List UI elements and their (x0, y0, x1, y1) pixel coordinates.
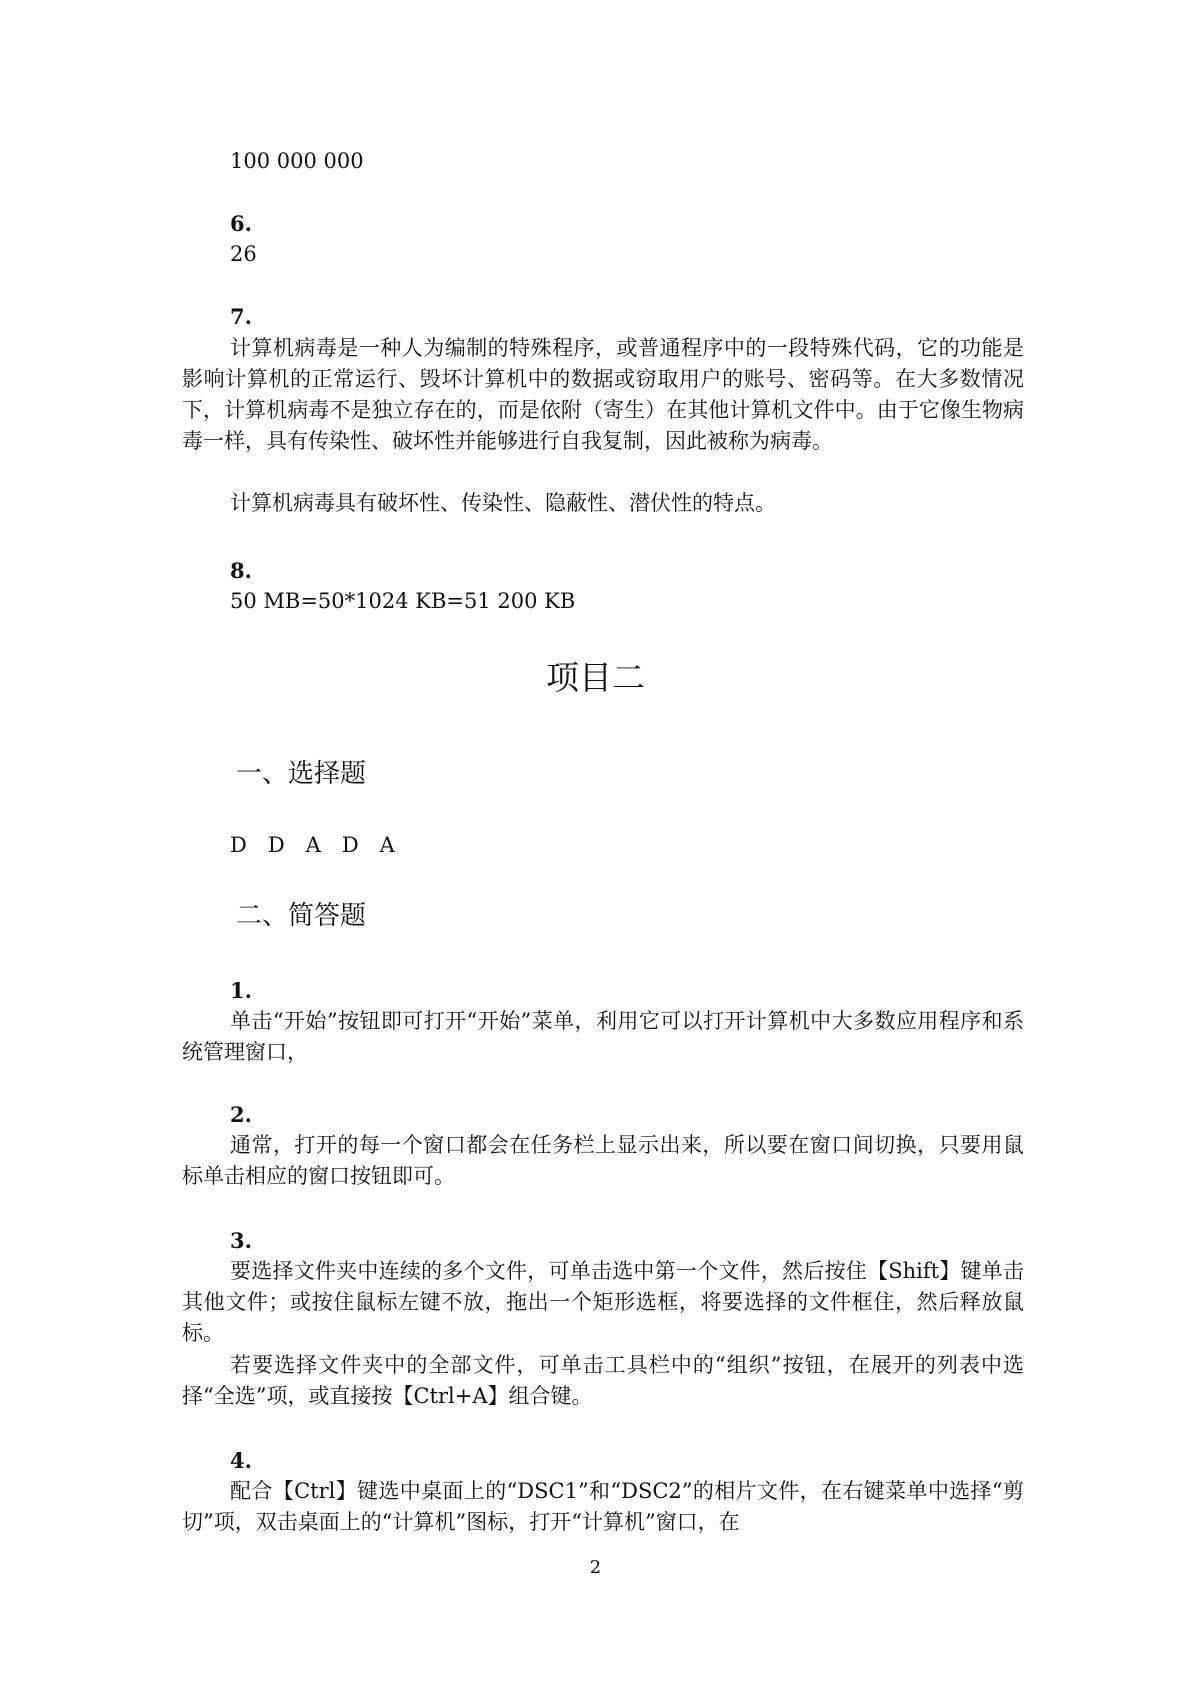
question-number-6: 6. (230, 211, 252, 236)
answer-q2-paragraph: 通常，打开的每一个窗口都会在任务栏上显示出来，所以要在窗口间切换，只要用鼠标单击相应的窗口按钮即可。 (182, 1133, 1024, 1188)
answer-q5-continued: 100 000 000 (230, 149, 364, 173)
page-number: 2 (589, 1557, 602, 1578)
choice-answers: D D A D A (230, 833, 395, 857)
answer-q6: 26 (230, 242, 257, 266)
section-heading-choice: 一、选择题 (236, 759, 367, 789)
section-heading-short-answer: 二、简答题 (236, 901, 367, 931)
project-title: 项目二 (546, 658, 645, 697)
question-number-7: 7. (230, 304, 252, 329)
question-number-3: 3. (230, 1228, 252, 1253)
answer-q4-paragraph: 配合【Ctrl】键选中桌面上的“DSC1”和“DSC2”的相片文件，在右键菜单中选择“剪切”项，双击桌面上的“计算机”图标，打开“计算机”窗口，在 (182, 1479, 1024, 1534)
question-number-4: 4. (230, 1448, 252, 1473)
answer-q8: 50 MB=50*1024 KB=51 200 KB (230, 589, 576, 613)
question-number-8: 8. (230, 558, 252, 583)
answer-q7-paragraph-1: 计算机病毒是一种人为编制的特殊程序，或普通程序中的一段特殊代码，它的功能是影响计算机的正常运行、毁坏计算机中的数据或窃取用户的账号、密码等。在大多数情况下，计算机病毒不是独立存在的，而是依附（寄生）在其他计算机文件中。由于它像生物病毒一样，具有传染性、破坏性并能够进行自我复制，因此被称为病毒。 (182, 336, 1024, 453)
answer-q1-paragraph: 单击“开始”按钮即可打开“开始”菜单，利用它可以打开计算机中大多数应用程序和系统管理窗口， (182, 1009, 1024, 1064)
question-number-2: 2. (230, 1102, 252, 1127)
answer-q3-paragraph-2: 若要选择文件夹中的全部文件，可单击工具栏中的“组织”按钮，在展开的列表中选择“全选”项，或直接按【Ctrl+A】组合键。 (182, 1353, 1024, 1408)
answer-q3-paragraph-1: 要选择文件夹中连续的多个文件，可单击选中第一个文件，然后按住【Shift】键单击其他文件；或按住鼠标左键不放，拖出一个矩形选框，将要选择的文件框住，然后释放鼠标。 (182, 1259, 1024, 1345)
question-number-1: 1. (230, 978, 252, 1003)
answer-q7-paragraph-2: 计算机病毒具有破坏性、传染性、隐蔽性、潜伏性的特点。 (230, 491, 776, 515)
